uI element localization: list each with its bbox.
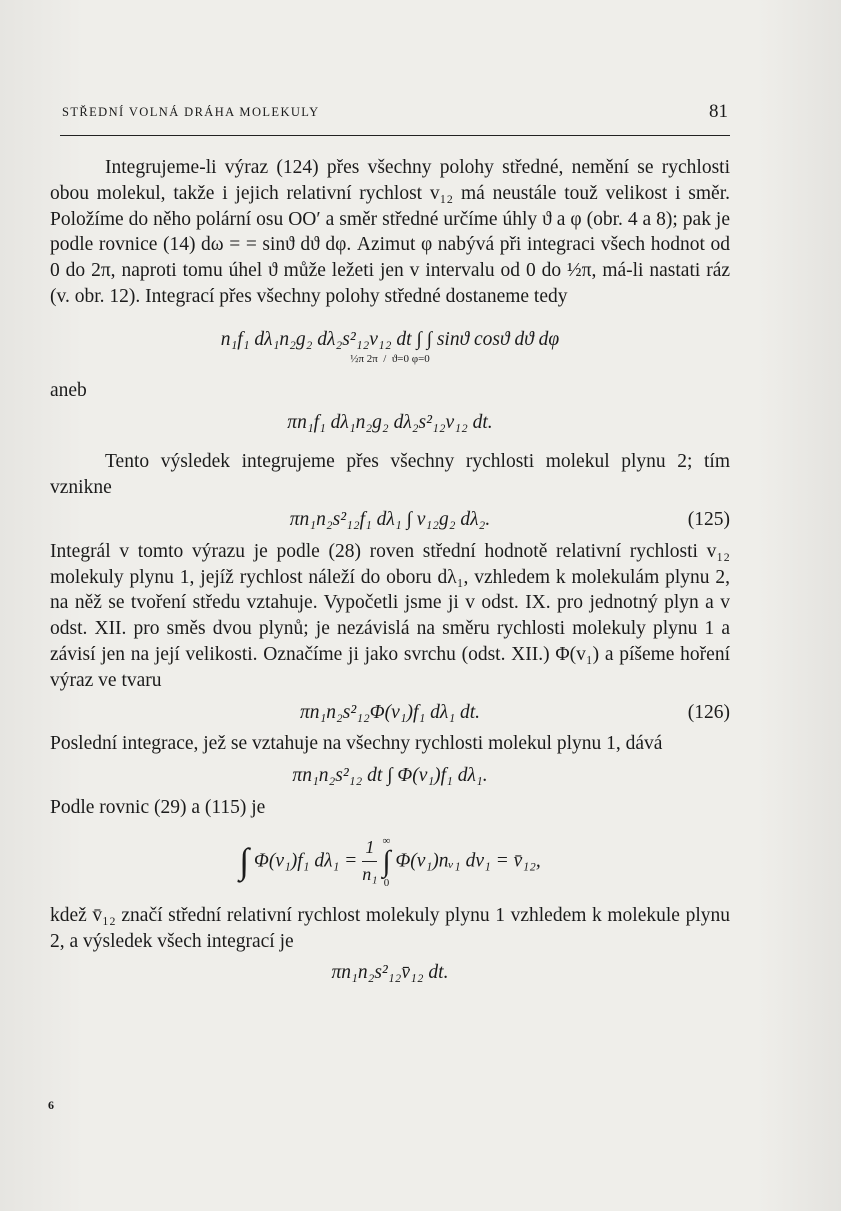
page-number: 81 <box>709 101 728 122</box>
word-aneb: aneb <box>50 379 87 401</box>
equation-velocity-integral <box>50 763 730 789</box>
fraction-denominator: n₁ <box>362 864 378 885</box>
equation-125-text: πn₁n₂s²₁₂f₁ dλ₁ ∫ v₁₂g₂ dλ₂. <box>289 508 491 530</box>
equation-6-right: Φ(v₁)nᵥ₁ dv₁ = v̄₁₂, <box>395 850 541 872</box>
equation-after-direction-integration <box>50 410 730 436</box>
integral-sign: ∫ <box>239 840 250 881</box>
paragraph-2: Tento výsledek integrujeme přes všechny rychlosti molekul plynu 2; tím vznikne <box>50 451 730 499</box>
paragraph-4: Poslední integrace, jež se vztahuje na všechny rychlosti molekul plynu 1, dává <box>50 733 663 755</box>
equation-6-left: Φ(v₁)f₁ dλ₁ = <box>253 850 358 872</box>
equation-1-text: n₁f₁ dλ₁n₂g₂ dλ₂s²₁₂v₁₂ dt ∫ ∫ sinϑ cosϑ dϑ dφ <box>220 328 560 350</box>
equation-1-upper-limits: ½π 2π <box>350 352 378 365</box>
equation-2-text: πn₁f₁ dλ₁n₂g₂ dλ₂s²₁₂v₁₂ dt. <box>287 411 493 433</box>
paragraph-6: kdež v̄₁₂ značí střední relativní rychlost molekuly plynu 1 vzhledem k molekule plynu 2, a výsledek všech integrací je <box>50 904 730 952</box>
equation-integral-over-directions <box>50 320 730 372</box>
equation-126 <box>50 700 730 726</box>
equation-126-text: πn₁n₂s²₁₂Φ(v₁)f₁ dλ₁ dt. <box>299 701 481 723</box>
fraction-numerator: 1 <box>365 837 375 858</box>
equation-1-lower-limits: ϑ=0 φ=0 <box>391 352 430 365</box>
equation-125-number: (125) <box>687 508 730 530</box>
equation-5-text: πn₁n₂s²₁₂ dt ∫ Φ(v₁)f₁ dλ₁. <box>292 765 488 787</box>
integral-upper-limit: ∞ <box>382 834 391 847</box>
equation-1-content: n₁f₁ dλ₁n₂g₂ dλ₂s²₁₂v₁₂ dt ∫ ∫ sinϑ cosϑ dϑ dφ ½π 2π / ϑ=0 φ=0 <box>220 328 560 365</box>
equation-7-text: πn₁n₂s²₁₂v̄₁₂ dt. <box>331 962 449 984</box>
definite-integral: ∞ ∫ 0 <box>382 834 391 889</box>
equation-126-number: (126) <box>687 701 730 723</box>
paragraph-1: Integrujeme-li výraz (124) přes všechny polohy středné, nemění se rychlosti obou molekul, takže i jejich relativní rychlost v₁₂ má neustále touž velikost i směr. Položíme do něho polární osu OO′ a směr středné určíme úhly ϑ a φ (obr. 4 a 8); pak je podle rovnice (14) dω = = sinϑ dϑ dφ. Azimut φ nabývá při integraci všech hodnot od 0 do 2π, naproti tomu úhel ϑ může ležeti jen v intervalu od 0 do ½π, má-li nastati ráz (v. obr. 12). Integrací přes všechny polohy středné dostaneme tedy <box>50 157 730 307</box>
signature-mark: 6 <box>48 1098 54 1112</box>
equation-6-content <box>50 835 730 889</box>
paragraph-3: Integrál v tomto výrazu je podle (28) roven střední hodnotě relativní rychlosti v₁₂ molekuly plynu 1, jejíž rychlost náleží do oboru dλ₁, vzhledem k molekulám plynu 2, na něž se tvoření středu vztahuje. Vypočetli jsme ji v odst. IX. pro jednotný plyn a v odst. XII. pro směs dvou plynů; je nezávislá na směru rychlosti molekuly plynu 1 a závisí jen na její velikosti. Označíme ji jako svrchu (odst. XII.) Φ(v₁) a píšeme hoření výraz ve tvaru <box>50 540 730 691</box>
fraction <box>362 835 377 888</box>
running-head: STŘEDNÍ VOLNÁ DRÁHA MOLEKULY <box>62 105 320 119</box>
page-header <box>60 103 730 136</box>
paragraph-5: Podle rovnic (29) a (115) je <box>50 796 266 818</box>
equation-mean-relative-velocity <box>50 827 730 897</box>
page-body <box>50 155 730 992</box>
equation-125 <box>50 507 730 533</box>
integral-lower-limit: 0 <box>383 876 390 889</box>
equation-final-result <box>50 960 730 986</box>
